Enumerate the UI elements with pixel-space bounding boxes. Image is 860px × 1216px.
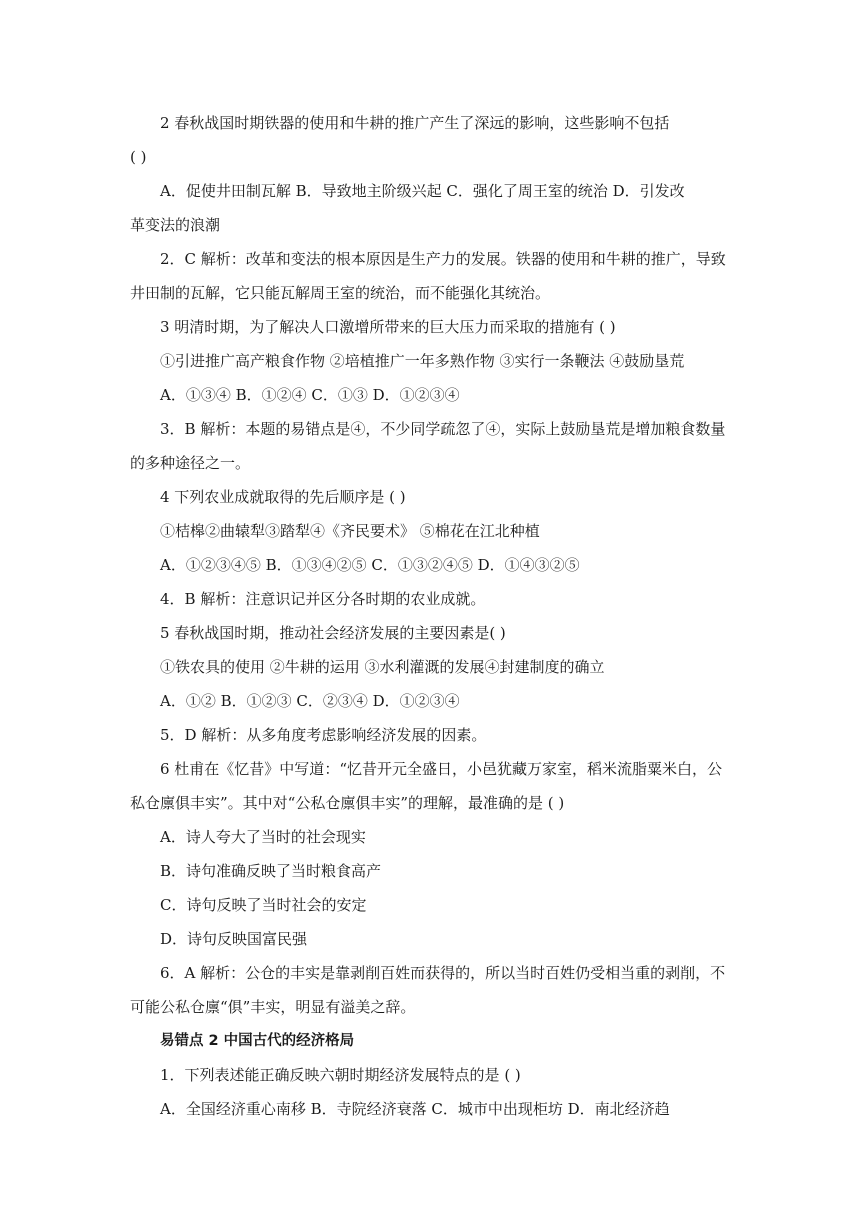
question-6-stem-cont: 私仓廪俱丰实”。其中对“公私仓廪俱丰实”的理解，最准确的是 ( ) xyxy=(130,794,565,812)
section2-question-1-stem: 1．下列表述能正确反映六朝时期经济发展特点的是 ( ) xyxy=(160,1066,521,1084)
question-2-options: A．促使井田制瓦解 B．导致地主阶级兴起 C．强化了周王室的统治 D．引发改 xyxy=(160,182,685,200)
question-6-option-b: B．诗句准确反映了当时粮食高产 xyxy=(160,862,382,880)
question-2-stem: 2 春秋战国时期铁器的使用和牛耕的推广产生了深远的影响，这些影响不包括 xyxy=(160,114,670,132)
question-3-options: A．①③④ B．①②④ C．①③ D．①②③④ xyxy=(160,386,460,404)
question-6-option-c: C．诗句反映了当时社会的安定 xyxy=(160,896,367,914)
question-2-bracket: ( ) xyxy=(130,148,147,166)
question-4-stem: 4 下列农业成就取得的先后顺序是 ( ) xyxy=(160,488,406,506)
question-5-options: A．①② B．①②③ C．②③④ D．①②③④ xyxy=(160,692,460,710)
answer-2-analysis-cont: 井田制的瓦解，它只能瓦解周王室的统治，而不能强化其统治。 xyxy=(130,284,551,302)
question-2-options-cont: 革变法的浪潮 xyxy=(130,216,221,234)
question-3-stem: 3 明清时期，为了解决人口激增所带来的巨大压力而采取的措施有 ( ) xyxy=(160,318,616,336)
section-heading: 易错点 2 中国古代的经济格局 xyxy=(160,1033,355,1049)
question-4-items: ①桔槔②曲辕犁③踏犁④《齐民要术》 ⑤棉花在江北种植 xyxy=(160,522,540,540)
question-5-items: ①铁农具的使用 ②牛耕的运用 ③水利灌溉的发展④封建制度的确立 xyxy=(160,658,605,676)
question-5-stem: 5 春秋战国时期，推动社会经济发展的主要因素是( ) xyxy=(160,624,506,642)
question-6-option-d: D．诗句反映国富民强 xyxy=(160,930,308,948)
question-4-options: A．①②③④⑤ B．①③④②⑤ C．①③②④⑤ D．①④③②⑤ xyxy=(160,556,580,574)
answer-2-analysis: 2．C 解析：改革和变法的根本原因是生产力的发展。铁器的使用和牛耕的推广，导致 xyxy=(160,250,726,268)
answer-6-analysis-cont: 可能公私仓廪“俱”丰实，明显有溢美之辞。 xyxy=(130,998,416,1016)
answer-3-analysis: 3．B 解析：本题的易错点是④，不少同学疏忽了④，实际上鼓励垦荒是增加粮食数量 xyxy=(160,420,726,438)
answer-3-analysis-cont: 的多种途径之一。 xyxy=(130,454,251,472)
question-6-stem: 6 杜甫在《忆昔》中写道：“忆昔开元全盛日，小邑犹藏万家室，稻米流脂粟米白，公 xyxy=(160,760,722,778)
answer-5-analysis: 5．D 解析：从多角度考虑影响经济发展的因素。 xyxy=(160,726,487,744)
document-page xyxy=(130,106,732,1126)
question-6-option-a: A．诗人夸大了当时的社会现实 xyxy=(160,828,366,846)
answer-4-analysis: 4．B 解析：注意识记并区分各时期的农业成就。 xyxy=(160,590,486,608)
section2-question-1-options: A．全国经济重心南移 B．寺院经济衰落 C．城市中出现柜坊 D．南北经济趋 xyxy=(160,1100,670,1118)
answer-6-analysis: 6．A 解析：公仓的丰实是靠剥削百姓而获得的，所以当时百姓仍受相当重的剥削，不 xyxy=(160,964,726,982)
question-3-items: ①引进推广高产粮食作物 ②培植推广一年多熟作物 ③实行一条鞭法 ④鼓励垦荒 xyxy=(160,352,685,370)
